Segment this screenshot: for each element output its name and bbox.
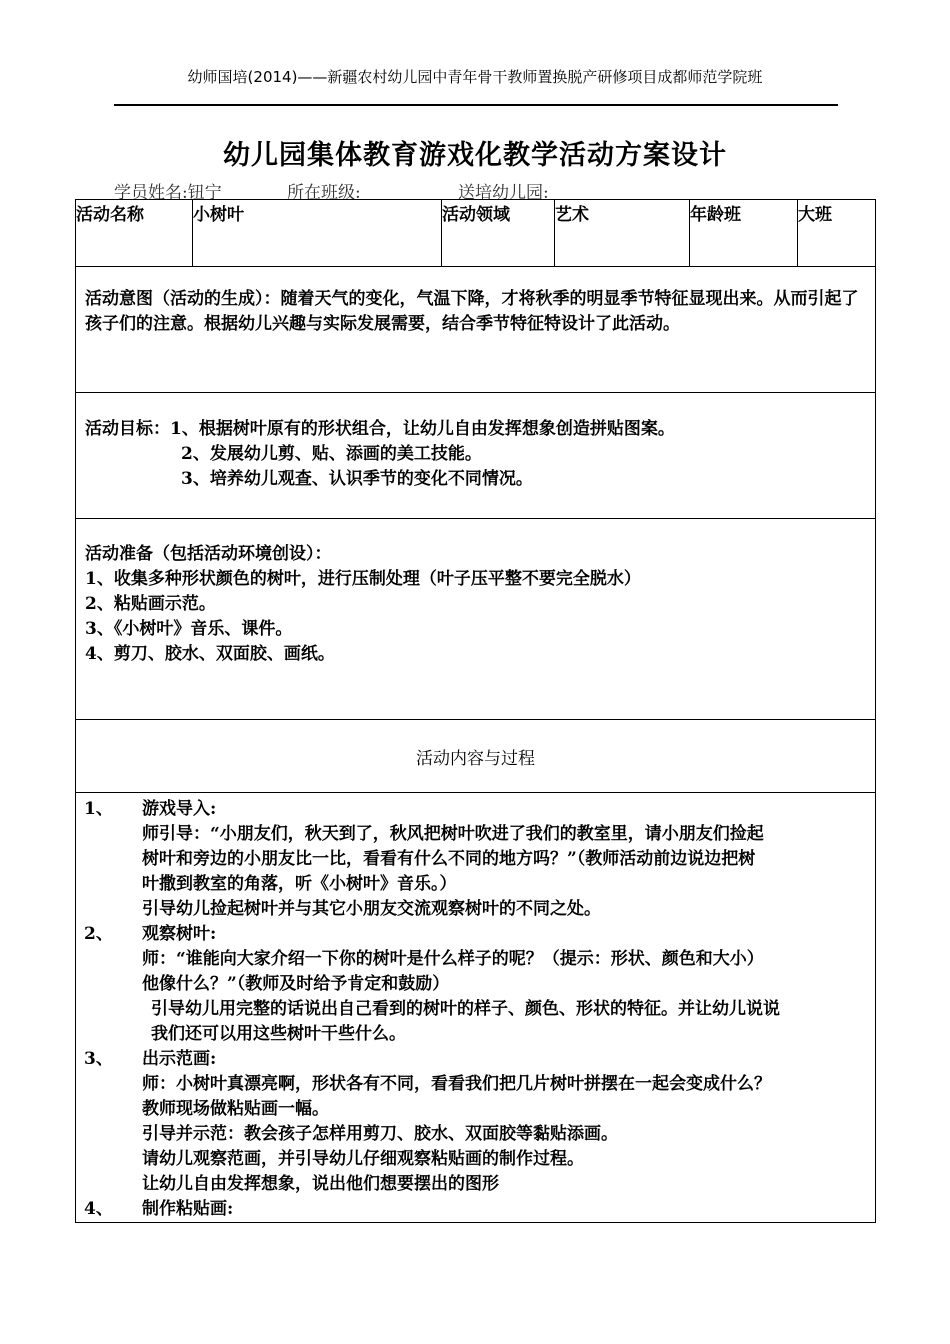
step-line: 引导并示范：教会孩子怎样用剪刀、胶水、双面胶等黏贴添画。: [142, 1124, 618, 1144]
step-line: 我们还可以用这些树叶干些什么。: [151, 1024, 406, 1044]
step-line: 引导幼儿捡起树叶并与其它小朋友交流观察树叶的不同之处。: [142, 899, 601, 919]
activity-name-label: 活动名称: [76, 200, 193, 267]
step-line: 让幼儿自由发挥想象，说出他们想要摆出的图形: [142, 1174, 499, 1194]
goals-cell: [76, 393, 876, 519]
kindergarten-field: 送培幼儿园:: [458, 183, 549, 203]
intent-text: 活动意图（活动的生成）：随着天气的变化，气温下降，才将秋季的明显季节特征显现出来。从而引起了孩子们的注意。根据幼儿兴趣与实际发展需要，结合季节特征特设计了此活动。: [85, 289, 859, 334]
step-line: 师：小树叶真漂亮啊，形状各有不同，看看我们把几片树叶拼摆在一起会变成什么？: [142, 1074, 771, 1094]
step-title: 出示范画:: [142, 1049, 217, 1069]
document-title: 幼儿园集体教育游戏化教学活动方案设计: [223, 140, 727, 171]
goal-line-2: 2、发展幼儿剪、贴、添画的美工技能。: [181, 444, 482, 464]
plan-table: [75, 199, 876, 1223]
step-number: 2、: [84, 924, 113, 944]
step-line: 引导幼儿用完整的话说出自己看到的树叶的样子、颜色、形状的特征。并让幼儿说说: [151, 999, 780, 1019]
process-heading: 活动内容与过程: [76, 720, 876, 793]
page-header: 幼师国培(2014)——新疆农村幼儿园中青年骨干教师置换脱产研修项目成都师范学院班: [187, 68, 763, 86]
prep-item: 4、剪刀、胶水、双面胶、画纸。: [85, 644, 335, 664]
goal-line-1: 活动目标：1、根据树叶原有的形状组合，让幼儿自由发挥想象创造拼贴图案。: [85, 419, 675, 439]
student-name: 学员姓名:钮宁: [114, 183, 222, 203]
age-class-value: 大班: [798, 200, 876, 267]
step-number: 4、: [84, 1199, 113, 1219]
prep-item: 2、粘贴画示范。: [85, 594, 216, 614]
step-line: 教师现场做粘贴画一幅。: [142, 1099, 329, 1119]
step-line: 师引导：“小朋友们，秋天到了，秋风把树叶吹进了我们的教室里，请小朋友们捡起: [142, 824, 764, 844]
preparation-cell: [76, 519, 876, 720]
process-cell: [76, 793, 876, 1223]
step-title: 观察树叶:: [142, 924, 217, 944]
step-number: 1、: [84, 799, 113, 819]
activity-name-value: 小树叶: [193, 200, 442, 267]
goal-line-3: 3、培养幼儿观查、认识季节的变化不同情况。: [181, 469, 533, 489]
step-number: 3、: [84, 1049, 113, 1069]
activity-info-row: [76, 200, 876, 267]
prep-item: 1、收集多种形状颜色的树叶，进行压制处理（叶子压平整不要完全脱水）: [85, 569, 641, 589]
activity-domain-value: 艺术: [555, 200, 690, 267]
intent-cell: [76, 267, 876, 393]
age-class-label: 年龄班: [690, 200, 798, 267]
step-line: 叶撒到教室的角落，听《小树叶》音乐。）: [142, 874, 457, 894]
step-line: 请幼儿观察范画，并引导幼儿仔细观察粘贴画的制作过程。: [142, 1149, 584, 1169]
step-title: 游戏导入:: [142, 799, 217, 819]
step-line: 树叶和旁边的小朋友比一比，看看有什么不同的地方吗？”（教师活动前边说边把树: [142, 849, 756, 869]
class-field: 所在班级:: [287, 183, 361, 203]
prep-title: 活动准备（包括活动环境创设）：: [85, 544, 332, 564]
step-line: 师：“谁能向大家介绍一下你的树叶是什么样子的呢？（提示：形状、颜色和大小）: [142, 949, 764, 969]
header-divider: [114, 104, 838, 106]
step-line: 他像什么？”（教师及时给予肯定和鼓励）: [142, 974, 450, 994]
activity-domain-label: 活动领域: [442, 200, 555, 267]
prep-item: 3、《小树叶》音乐、课件。: [85, 619, 293, 639]
step-title: 制作粘贴画:: [142, 1199, 234, 1219]
